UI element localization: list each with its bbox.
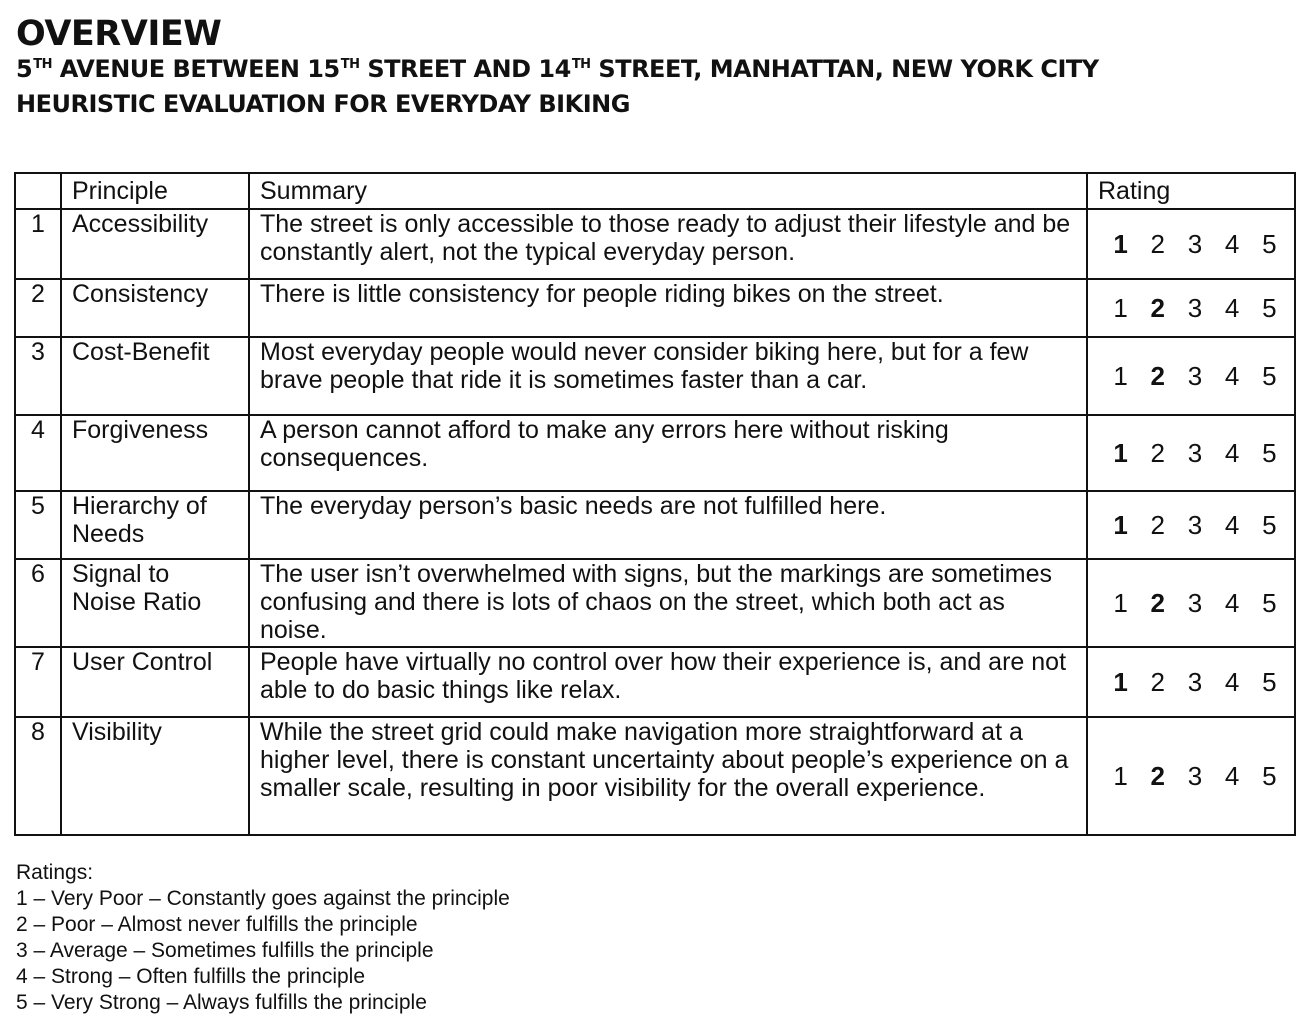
- rating-value-selected: 1: [1113, 229, 1128, 259]
- principle-cell: Consistency: [61, 279, 249, 337]
- rating-value: 2: [1150, 229, 1166, 259]
- rating-scale: [1102, 589, 1288, 617]
- rating-value: 3: [1187, 438, 1203, 468]
- table-row: [15, 279, 1295, 337]
- location-subtitle: [16, 54, 1099, 89]
- table-row: [15, 647, 1295, 717]
- rating-value: 2: [1150, 438, 1166, 468]
- rating-cell: [1087, 717, 1295, 835]
- rating-value: 1: [1113, 361, 1128, 391]
- legend-item: 3 – Average – Sometimes fulfills the principle: [16, 939, 434, 962]
- evaluation-table: [14, 172, 1296, 836]
- rating-value: 4: [1224, 293, 1240, 323]
- summary-cell: A person cannot afford to make any errors here without risking consequences.: [249, 415, 1087, 491]
- rating-value: 3: [1187, 667, 1203, 697]
- rating-cell: [1087, 647, 1295, 717]
- rating-value: 4: [1224, 761, 1240, 791]
- rating-value: 2: [1150, 667, 1166, 697]
- ordinal-suffix: TH: [571, 57, 591, 72]
- table-row: [15, 415, 1295, 491]
- rating-scale: [1102, 230, 1288, 258]
- subtitle-part: AVENUE BETWEEN 15: [51, 55, 340, 83]
- row-number: 4: [15, 415, 61, 491]
- rating-value: 4: [1224, 667, 1240, 697]
- row-number: 6: [15, 559, 61, 647]
- table-header-row: [15, 173, 1295, 209]
- rating-value: 5: [1262, 361, 1277, 391]
- row-number: 8: [15, 717, 61, 835]
- rating-value: 5: [1262, 588, 1277, 618]
- rating-cell: [1087, 559, 1295, 647]
- rating-value: 3: [1187, 588, 1203, 618]
- summary-cell: There is little consistency for people riding bikes on the street.: [249, 279, 1087, 337]
- principle-cell: Visibility: [61, 717, 249, 835]
- legend-item: 5 – Very Strong – Always fulfills the principle: [16, 991, 427, 1014]
- rating-value: 4: [1224, 361, 1240, 391]
- summary-cell: Most everyday people would never consider biking here, but for a few brave people that ride it is sometimes faster than a car.: [249, 337, 1087, 415]
- table-row: [15, 717, 1295, 835]
- rating-value: 4: [1224, 510, 1240, 540]
- rating-value: 4: [1224, 438, 1240, 468]
- table-row: [15, 559, 1295, 647]
- rating-cell: [1087, 337, 1295, 415]
- rating-value: 5: [1262, 438, 1277, 468]
- rating-scale: [1102, 362, 1288, 390]
- rating-value-selected: 1: [1113, 667, 1128, 697]
- rating-value: 4: [1224, 588, 1240, 618]
- rating-value-selected: 2: [1150, 588, 1166, 618]
- rating-value: 1: [1113, 293, 1128, 323]
- ordinal-suffix: TH: [33, 57, 52, 72]
- rating-value: 2: [1150, 510, 1166, 540]
- rating-value: 5: [1262, 229, 1277, 259]
- summary-cell: While the street grid could make navigation more straightforward at a higher level, there is constant uncertainty about people’s experience on a smaller scale, resulting in poor visibility for the overall experience.: [249, 717, 1087, 835]
- rating-value: 3: [1187, 361, 1203, 391]
- summary-cell: The street is only accessible to those ready to adjust their lifestyle and be constantly alert, not the typical everyday person.: [249, 209, 1087, 279]
- evaluation-subtitle: HEURISTIC EVALUATION FOR EVERYDAY BIKING: [16, 90, 630, 118]
- summary-cell: The user isn’t overwhelmed with signs, but the markings are sometimes confusing and there is lots of chaos on the street, which both act as noise.: [249, 559, 1087, 647]
- rating-value: 3: [1187, 293, 1203, 323]
- row-number: 1: [15, 209, 61, 279]
- summary-cell: The everyday person’s basic needs are not fulfilled here.: [249, 491, 1087, 559]
- subtitle-part: STREET AND 14: [359, 55, 571, 83]
- rating-scale: [1102, 762, 1288, 790]
- rating-cell: [1087, 415, 1295, 491]
- rating-cell: [1087, 209, 1295, 279]
- page-title: OVERVIEW: [16, 14, 222, 54]
- legend-item: 4 – Strong – Often fulfills the principle: [16, 965, 366, 988]
- rating-value: 4: [1224, 229, 1240, 259]
- rating-value: 5: [1262, 667, 1277, 697]
- summary-cell: People have virtually no control over how their experience is, and are not able to do basic things like relax.: [249, 647, 1087, 717]
- table-row: [15, 491, 1295, 559]
- legend-item: 2 – Poor – Almost never fulfills the principle: [16, 913, 418, 936]
- legend-list: [16, 886, 510, 1016]
- ratings-legend: [16, 860, 510, 1016]
- rating-value-selected: 2: [1150, 361, 1166, 391]
- rating-value-selected: 2: [1150, 761, 1166, 791]
- row-number: 7: [15, 647, 61, 717]
- principle-cell: Signal to Noise Ratio: [61, 559, 249, 647]
- row-number: 5: [15, 491, 61, 559]
- row-number: 2: [15, 279, 61, 337]
- rating-value: 3: [1187, 761, 1203, 791]
- principle-cell: User Control: [61, 647, 249, 717]
- principle-cell: Hierarchy of Needs: [61, 491, 249, 559]
- principle-cell: Cost-Benefit: [61, 337, 249, 415]
- rating-value-selected: 1: [1113, 438, 1128, 468]
- table-row: [15, 337, 1295, 415]
- subtitle-part: STREET, MANHATTAN, NEW YORK CITY: [590, 55, 1099, 83]
- table-row: [15, 209, 1295, 279]
- rating-value: 5: [1262, 293, 1277, 323]
- rating-value: 5: [1262, 510, 1277, 540]
- rating-cell: [1087, 279, 1295, 337]
- rating-scale: [1102, 511, 1288, 539]
- rating-value: 1: [1113, 761, 1128, 791]
- legend-item: 1 – Very Poor – Constantly goes against the principle: [16, 887, 510, 910]
- rating-value: 1: [1113, 588, 1128, 618]
- column-header-principle: Principle: [61, 173, 249, 209]
- page-header: [16, 14, 1099, 119]
- legend-title: Ratings:: [16, 861, 94, 884]
- rating-cell: [1087, 491, 1295, 559]
- principle-cell: Forgiveness: [61, 415, 249, 491]
- rating-value: 5: [1262, 761, 1277, 791]
- column-header-summary: Summary: [249, 173, 1087, 209]
- column-header-rating: Rating: [1087, 173, 1295, 209]
- rating-value: 3: [1187, 510, 1203, 540]
- rating-value: 3: [1187, 229, 1203, 259]
- column-header-number: [15, 173, 61, 209]
- principle-cell: Accessibility: [61, 209, 249, 279]
- rating-value-selected: 2: [1150, 293, 1166, 323]
- row-number: 3: [15, 337, 61, 415]
- rating-scale: [1102, 439, 1288, 467]
- rating-scale: [1102, 294, 1288, 322]
- ordinal-suffix: TH: [340, 57, 360, 72]
- rating-scale: [1102, 668, 1288, 696]
- subtitle-part: 5: [16, 55, 33, 83]
- rating-value-selected: 1: [1113, 510, 1128, 540]
